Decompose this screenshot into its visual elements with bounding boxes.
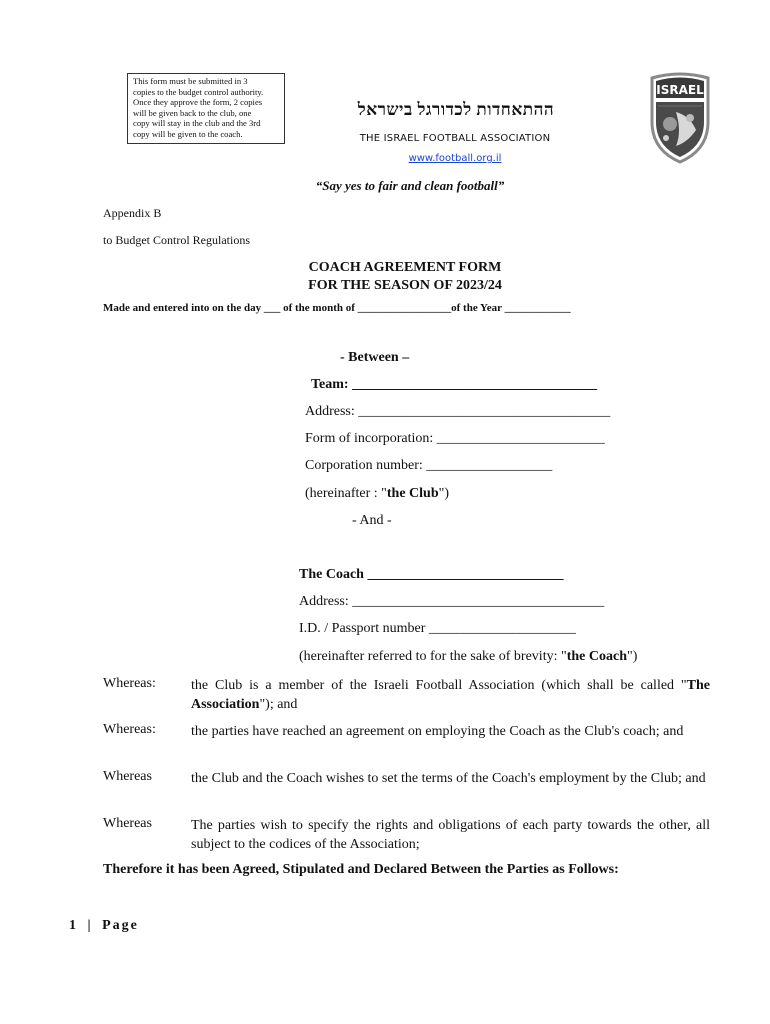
therefore-statement: Therefore it has been Agreed, Stipulated and Declared Between the Parties as Follows:: [103, 862, 619, 877]
team-field[interactable]: Team: ___________________________________: [311, 377, 598, 392]
page-number: 1: [69, 918, 77, 933]
whereas-label: Whereas: [103, 816, 152, 831]
page-separator: |: [87, 918, 92, 933]
ifa-logo: [646, 72, 714, 164]
slogan: “Say yes to fair and clean football”: [315, 178, 505, 193]
website-link[interactable]: www.football.org.il: [408, 153, 502, 164]
club-hereinafter-suffix: "): [438, 486, 450, 501]
logo-text: ISRAEL: [656, 83, 704, 97]
whereas-clause: The parties wish to specify the rights and obligations of each party towards the other, all subject to the codices of the Association;: [191, 818, 710, 852]
clause-text-suffix: "); and: [259, 697, 298, 712]
shield-logo-icon: [646, 72, 714, 164]
notice-line: This form must be submitted in 3: [133, 76, 248, 86]
clause-text: the Club is a member of the Israeli Football Association (which shall be called ": [191, 678, 687, 693]
made-entered-line: Made and entered into on the day ___ of the month of _________________of the Year ____________: [103, 302, 571, 314]
and-separator: - And -: [352, 513, 392, 528]
appendix-label: Appendix B: [103, 206, 162, 220]
notice-line: copies to the budget control authority.: [133, 86, 264, 97]
whereas-clause: the parties have reached an agreement on employing the Coach as the Club's coach; and: [191, 724, 684, 739]
whereas-label: Whereas:: [103, 676, 156, 691]
coach-name-field[interactable]: The Coach ____________________________: [299, 567, 564, 582]
club-hereinafter-prefix: (hereinafter : ": [305, 486, 387, 501]
notice-line: Once they approve the form, 2 copies: [133, 97, 263, 108]
club-defined-term: the Club: [386, 486, 439, 501]
association-defined-term: The Association: [191, 678, 710, 712]
submission-notice-box: [127, 73, 285, 144]
form-title: [200, 259, 610, 295]
association-english-name: THE ISRAEL FOOTBALL ASSOCIATION: [359, 133, 551, 144]
notice-line: copy will be given to the coach.: [133, 128, 243, 139]
coach-hereinafter-suffix: "): [626, 649, 638, 664]
notice-line: will be given back to the club, one: [133, 107, 252, 118]
coach-hereinafter: [299, 649, 637, 665]
association-hebrew-name: ההתאחדות לכדורגל בישראל: [357, 100, 555, 119]
coach-id-passport-field[interactable]: I.D. / Passport number _____________________: [299, 621, 576, 636]
title-line-1: COACH AGREEMENT FORM: [308, 260, 502, 275]
whereas-label: Whereas: [103, 769, 152, 784]
whereas-clause: the Club and the Coach wishes to set the terms of the Coach's employment by the Club; and: [191, 771, 706, 786]
club-address-field[interactable]: Address: ____________________________________: [305, 404, 611, 419]
regulations-label: to Budget Control Regulations: [103, 233, 250, 247]
coach-address-field[interactable]: Address: ____________________________________: [299, 594, 605, 609]
between-heading: - Between –: [340, 350, 410, 365]
club-hereinafter: [305, 486, 449, 502]
notice-line: copy will stay in the club and the 3rd: [133, 118, 261, 129]
title-line-2: FOR THE SEASON OF 2023/24: [308, 278, 502, 293]
page-footer: [69, 918, 139, 934]
page-label: Page: [102, 918, 139, 933]
corporation-number-field[interactable]: Corporation number: __________________: [305, 458, 553, 473]
form-of-incorporation-field[interactable]: Form of incorporation: ________________________: [305, 431, 605, 446]
coach-hereinafter-prefix: (hereinafter referred to for the sake of brevity: ": [299, 649, 567, 664]
whereas-label: Whereas:: [103, 722, 156, 737]
whereas-clause: [191, 676, 710, 714]
coach-defined-term: the Coach: [566, 649, 627, 664]
